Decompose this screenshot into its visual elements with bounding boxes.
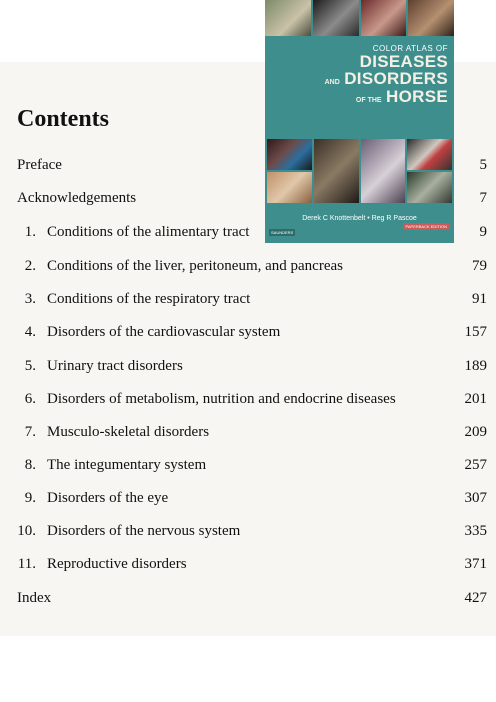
toc-entry-title: Musculo-skeletal disorders [47,424,210,440]
toc-entry-number: 1. [24,224,36,240]
toc-entry[interactable] [0,291,496,313]
toc-entry-number: 10. [17,523,36,539]
cover-title-line: COLOR ATLAS OF [372,44,448,53]
cover-edition-badge: PAPERBACK EDITION [403,223,451,230]
cover-title [265,45,448,106]
toc-entry-title: Disorders of metabolism, nutrition and endocrine diseases [47,391,396,407]
skin-photo [267,172,312,203]
toc-entry-page: 5 [479,157,487,173]
toc-entry[interactable] [0,424,496,446]
toc-entry-number: 2. [24,258,36,274]
toc-entry[interactable] [0,358,496,380]
toc-entry-title: Reproductive disorders [47,556,187,572]
lesion-photo [361,0,407,36]
toc-entry-title: Disorders of the eye [47,490,169,506]
toc-entry-title: Conditions of the respiratory tract [47,291,251,307]
toc-entry-number: 6. [24,391,36,407]
cover-photo-strip [265,0,454,36]
toc-entry-title: The integumentary system [47,457,207,473]
clinical-photo [407,172,452,203]
toc-entry[interactable] [0,590,496,612]
toc-entry-number: 9. [24,490,36,506]
toc-entry-title: Preface [17,157,62,173]
toc-entry-title: Acknowledgements [17,190,137,206]
cover-title-word: AND [324,79,340,86]
toc-entry-page: 189 [464,358,487,374]
hoof-photo [361,139,406,203]
toc-entry-page: 201 [464,391,487,407]
toc-entry-title: Conditions of the alimentary tract [47,224,250,240]
cover-title-line: DISEASES [359,52,448,71]
cover-photo-grid [267,139,452,203]
toc-entry-page: 209 [464,424,487,440]
toc-entry-number: 8. [24,457,36,473]
toc-entry-page: 79 [472,258,487,274]
toc-entry-number: 3. [24,291,36,307]
toc-entry[interactable] [0,490,496,512]
toc-entry[interactable] [0,391,496,413]
cover-title-word: OF THE [355,97,382,104]
toc-entry-number: 11. [17,556,36,572]
toc-entry[interactable] [0,556,496,578]
toc-entry-title: Conditions of the liver, peritoneum, and pancreas [47,258,343,274]
toc-entry-page: 91 [472,291,487,307]
eye-photo [267,139,312,170]
page-title: Contents [17,106,110,132]
toc-entry-number: 5. [24,358,36,374]
horse-head-photo [314,139,359,203]
toc-entry-number: 4. [24,324,36,340]
toc-entry-page: 9 [479,224,487,240]
toc-entry-title: Disorders of the cardiovascular system [47,324,281,340]
toc-entry-page: 257 [464,457,487,473]
book-cover-image [265,0,454,243]
toc-entry-page: 307 [464,490,487,506]
cover-publisher-logo: SAUNDERS [271,230,294,235]
horse-photo [408,0,454,36]
toc-entry-number: 7. [24,424,36,440]
xray-photo [313,0,359,36]
toc-entry[interactable] [0,523,496,545]
cover-authors: Derek C Knottenbelt • Reg R Pascoe [302,215,417,222]
toc-entry-page: 371 [464,556,487,572]
toc-entry[interactable] [0,258,496,280]
toc-entry[interactable] [0,457,496,479]
toc-entry-title: Index [17,590,52,606]
cover-title-line: DISORDERS [344,69,448,88]
toc-entry-title: Urinary tract disorders [47,358,183,374]
clinical-photo [407,139,452,170]
toc-entry-page: 157 [464,324,487,340]
toc-entry-page: 335 [464,523,487,539]
toc-entry[interactable] [0,324,496,346]
toc-entry-title: Disorders of the nervous system [47,523,241,539]
cover-title-line: HORSE [386,87,448,106]
horse-photo [265,0,311,36]
toc-entry-page: 7 [479,190,487,206]
toc-entry-page: 427 [464,590,487,606]
